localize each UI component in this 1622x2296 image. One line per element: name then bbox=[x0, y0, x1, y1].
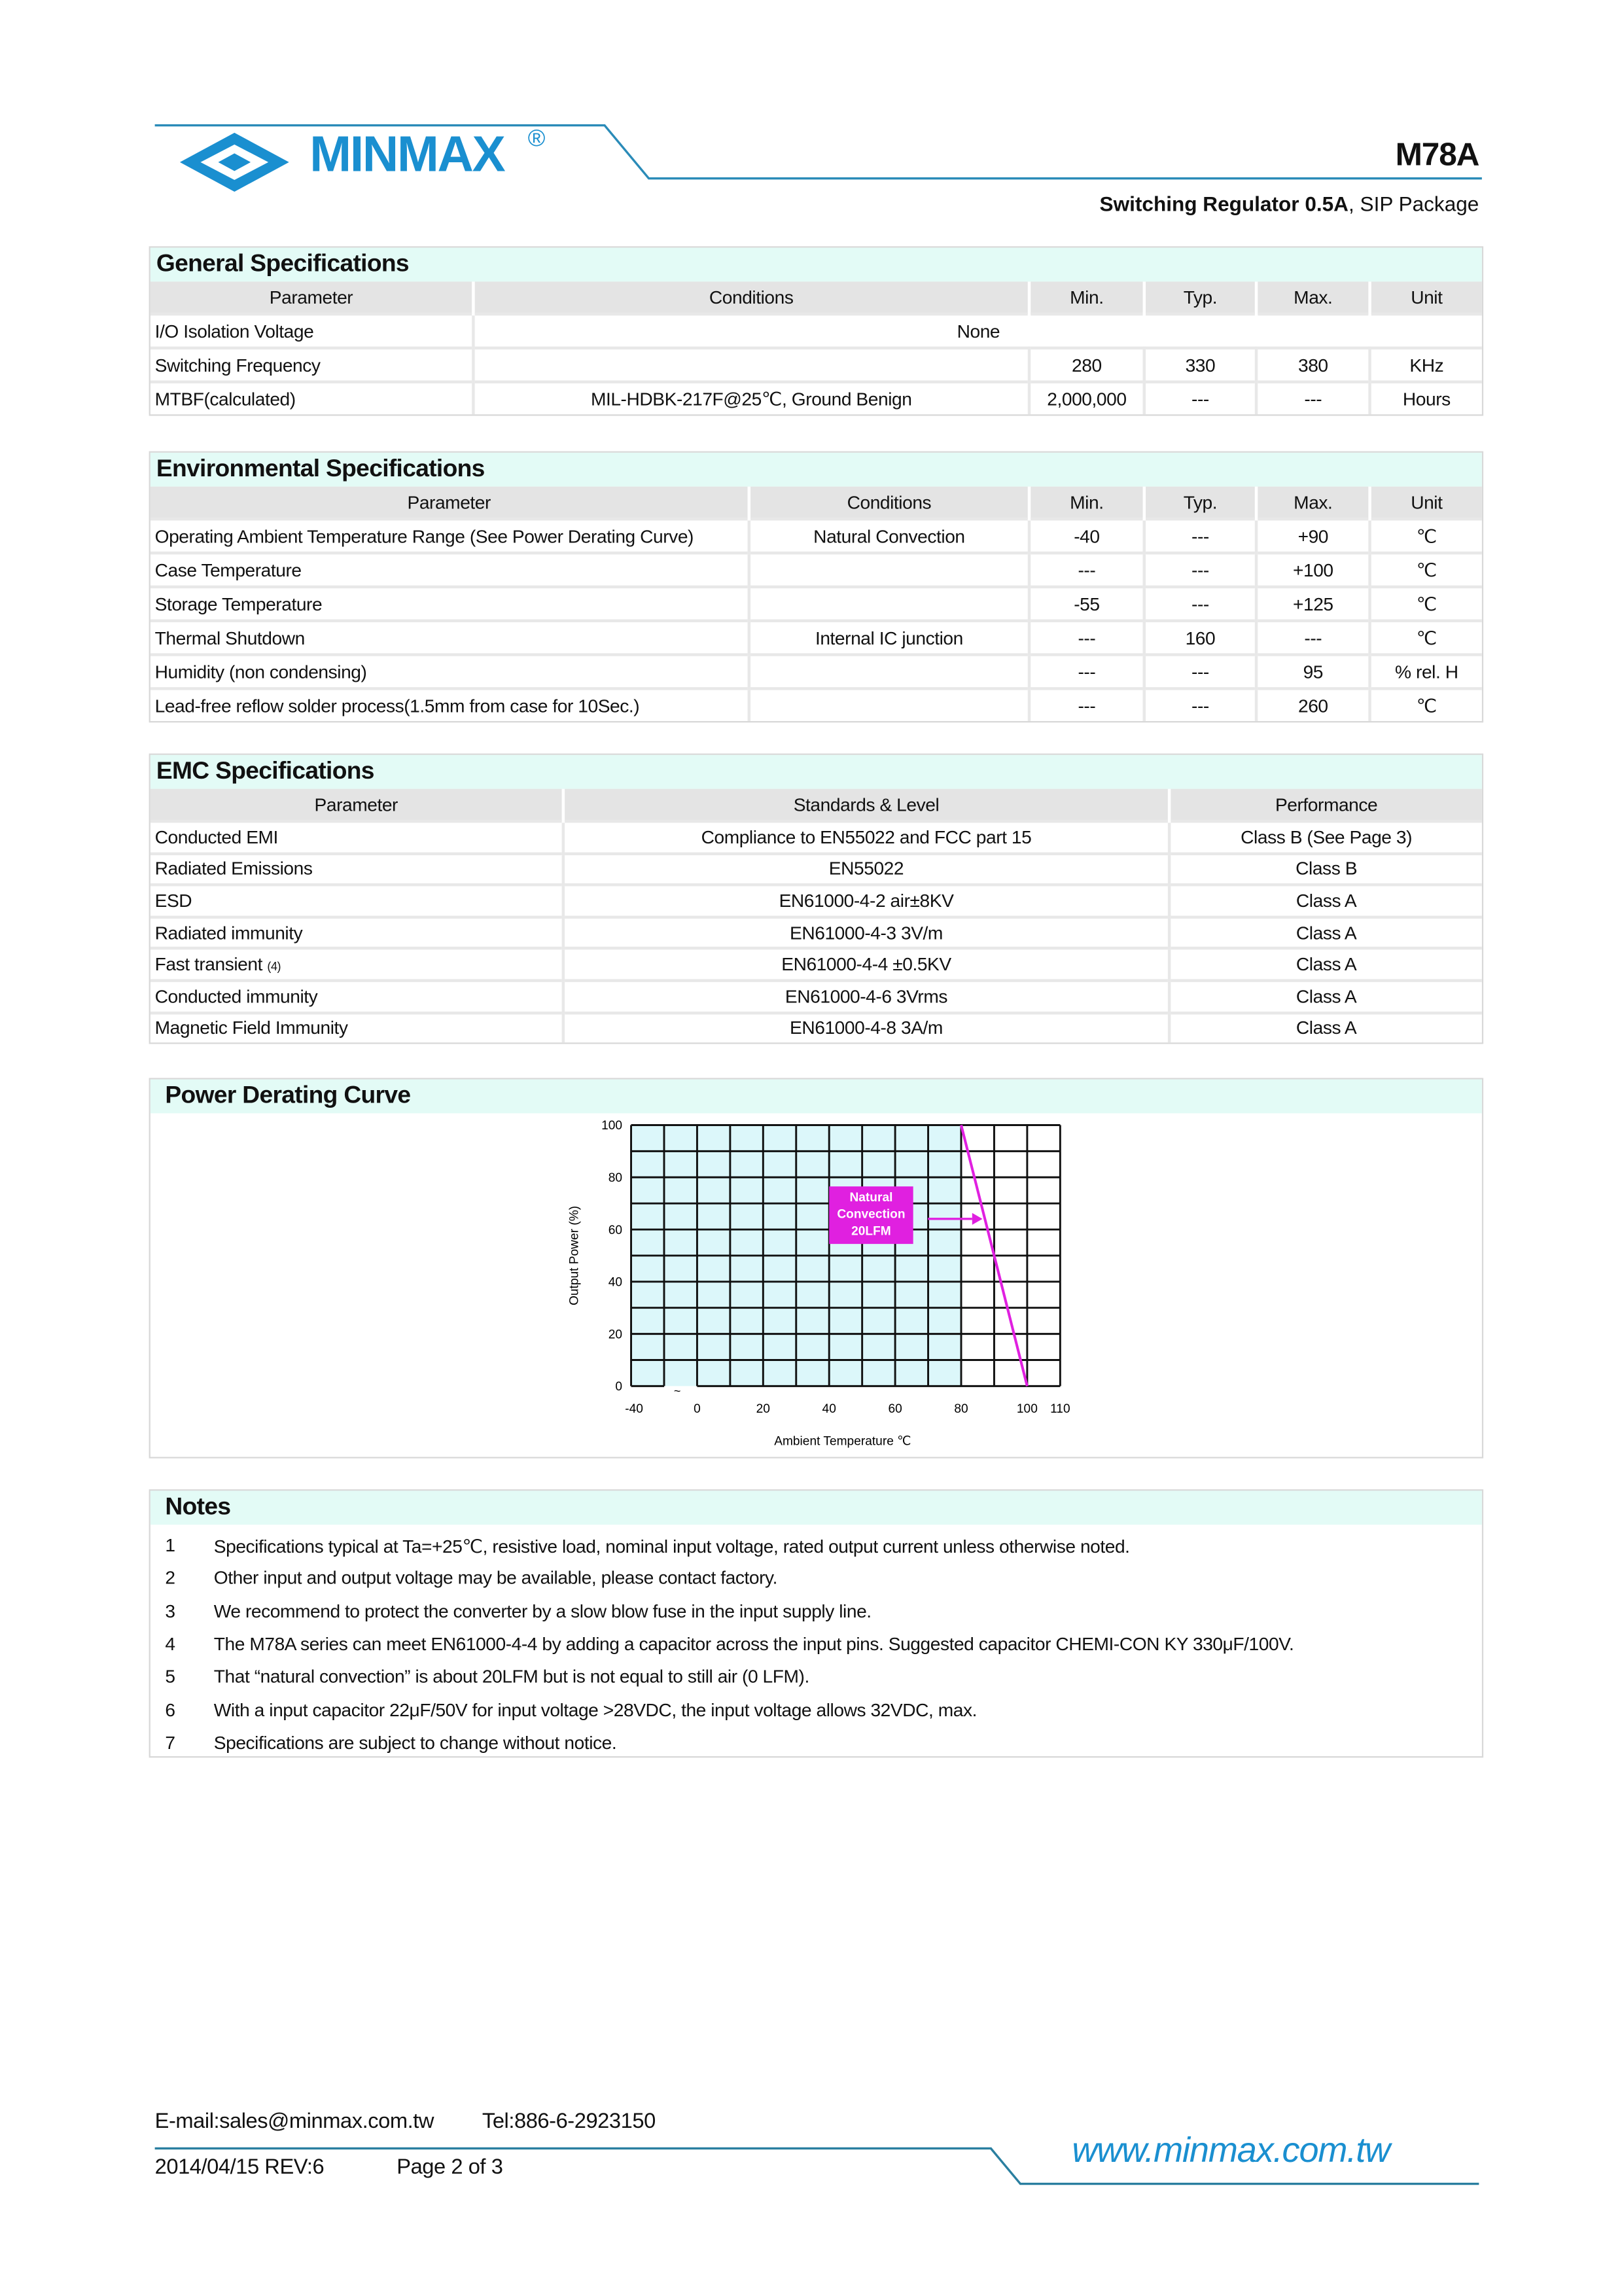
grid-cell bbox=[829, 1360, 862, 1386]
registered-mark: ® bbox=[527, 126, 546, 152]
cell: --- bbox=[1144, 587, 1256, 621]
grid-cell bbox=[1027, 1256, 1060, 1282]
grid-cell bbox=[994, 1177, 1027, 1203]
minmax-logo-icon bbox=[177, 130, 292, 194]
col-header: Min. bbox=[1029, 487, 1144, 520]
x-tick-label: 20 bbox=[756, 1402, 770, 1416]
cell: 380 bbox=[1256, 348, 1370, 382]
grid-cell bbox=[829, 1256, 862, 1282]
grid-cell bbox=[631, 1256, 664, 1282]
cell: Lead-free reflow solder process(1.5mm from case for 10Sec.) bbox=[150, 688, 749, 721]
grid-cell bbox=[895, 1125, 928, 1151]
grid-cell bbox=[796, 1177, 829, 1203]
x-tick-label: 100 bbox=[1016, 1402, 1038, 1416]
grid-cell bbox=[994, 1229, 1027, 1256]
col-header: Conditions bbox=[473, 281, 1029, 314]
grid-cell bbox=[829, 1282, 862, 1308]
grid-cell bbox=[829, 1125, 862, 1151]
annotation-text: Natural bbox=[849, 1190, 893, 1205]
note-number: 3 bbox=[165, 1600, 175, 1622]
note-text: The M78A series can meet EN61000-4-4 by adding a capacitor across the input pins. Suggested capacitor CHEMI-CON KY 330μF/100V. bbox=[213, 1634, 1294, 1655]
cell bbox=[749, 587, 1029, 621]
emc-specifications bbox=[149, 754, 1484, 1044]
cell: Operating Ambient Temperature Range (See Power Derating Curve) bbox=[150, 519, 749, 553]
grid-cell bbox=[730, 1151, 763, 1177]
cell: MTBF(calculated) bbox=[150, 382, 474, 415]
cell: --- bbox=[1029, 621, 1144, 655]
cell: EN61000-4-6 3Vrms bbox=[563, 981, 1169, 1013]
note-text: That “natural convection” is about 20LFM but is not equal to still air (0 LFM). bbox=[213, 1667, 809, 1687]
grid-cell bbox=[796, 1229, 829, 1256]
grid-cell bbox=[796, 1308, 829, 1334]
grid-cell bbox=[1027, 1308, 1060, 1334]
website-link[interactable]: www.minmax.com.tw bbox=[1072, 2130, 1390, 2171]
cell: --- bbox=[1144, 382, 1256, 415]
section-title: Power Derating Curve bbox=[150, 1080, 1482, 1114]
grid-cell bbox=[697, 1203, 730, 1229]
cell: --- bbox=[1029, 655, 1144, 689]
note-text: With a input capacitor 22μF/50V for input voltage >28VDC, the input voltage allows 32VDC, max. bbox=[213, 1699, 978, 1721]
grid-cell bbox=[994, 1334, 1027, 1360]
cell: --- bbox=[1144, 553, 1256, 587]
grid-cell bbox=[862, 1256, 895, 1282]
table-row bbox=[150, 655, 1482, 689]
grid-cell bbox=[1027, 1360, 1060, 1386]
cell: --- bbox=[1144, 519, 1256, 553]
cell: --- bbox=[1256, 621, 1370, 655]
grid-cell bbox=[763, 1334, 796, 1360]
y-tick-label: 0 bbox=[615, 1380, 623, 1394]
col-header: Parameter bbox=[150, 487, 749, 520]
table-row bbox=[150, 821, 1482, 853]
grid-cell bbox=[763, 1151, 796, 1177]
grid-cell bbox=[928, 1229, 961, 1256]
cell: EN55022 bbox=[563, 853, 1169, 885]
grid-cell bbox=[730, 1308, 763, 1334]
y-tick-label: 20 bbox=[608, 1328, 623, 1342]
grid-cell bbox=[895, 1308, 928, 1334]
grid-cell bbox=[862, 1308, 895, 1334]
grid-cell bbox=[796, 1125, 829, 1151]
grid-cell bbox=[730, 1203, 763, 1229]
cell: Conducted EMI bbox=[150, 821, 563, 853]
grid-cell bbox=[664, 1334, 697, 1360]
grid-cell bbox=[664, 1229, 697, 1256]
grid-cell bbox=[862, 1282, 895, 1308]
grid-cell bbox=[796, 1282, 829, 1308]
power-derating-section bbox=[149, 1078, 1484, 1458]
grid-cell bbox=[664, 1308, 697, 1334]
col-header: Unit bbox=[1370, 281, 1482, 314]
grid-cell bbox=[1027, 1151, 1060, 1177]
cell: Class A bbox=[1169, 981, 1482, 1013]
annotation-text: 20LFM bbox=[851, 1224, 891, 1239]
cell: Natural Convection bbox=[749, 519, 1029, 553]
note-item bbox=[150, 1595, 1482, 1627]
cell: Humidity (non condensing) bbox=[150, 655, 749, 689]
notes-list bbox=[150, 1529, 1482, 1759]
section-title: Environmental Specifications bbox=[150, 453, 1482, 487]
grid-cell bbox=[763, 1282, 796, 1308]
note-text: Other input and output voltage may be available, please contact factory. bbox=[213, 1568, 777, 1589]
cell: Fast transient (4) bbox=[150, 949, 563, 981]
grid-cell bbox=[796, 1360, 829, 1386]
cell: Compliance to EN55022 and FCC part 15 bbox=[563, 821, 1169, 853]
y-tick-label: 100 bbox=[601, 1119, 623, 1133]
grid-cell bbox=[631, 1334, 664, 1360]
grid-cell bbox=[697, 1177, 730, 1203]
note-text: Specifications are subject to change without notice. bbox=[213, 1732, 617, 1754]
y-tick-label: 60 bbox=[608, 1223, 623, 1237]
cell: Class A bbox=[1169, 1012, 1482, 1042]
grid-cell bbox=[928, 1125, 961, 1151]
grid-cell bbox=[994, 1151, 1027, 1177]
note-item bbox=[150, 1661, 1482, 1693]
grid-cell bbox=[631, 1151, 664, 1177]
grid-cell bbox=[796, 1256, 829, 1282]
cell: EN61000-4-2 air±8KV bbox=[563, 885, 1169, 917]
x-tick-label: 60 bbox=[888, 1402, 902, 1416]
grid-cell bbox=[631, 1282, 664, 1308]
grid-cell bbox=[697, 1151, 730, 1177]
general-specifications bbox=[149, 246, 1484, 415]
grid-cell bbox=[961, 1334, 994, 1360]
grid-cell bbox=[928, 1360, 961, 1386]
grid-cell bbox=[928, 1334, 961, 1360]
note-number: 2 bbox=[165, 1568, 175, 1589]
note-item bbox=[150, 1628, 1482, 1661]
cell: Magnetic Field Immunity bbox=[150, 1012, 563, 1042]
note-text: We recommend to protect the converter by a slow blow fuse in the input supply line. bbox=[213, 1600, 872, 1622]
notes-section bbox=[149, 1489, 1484, 1757]
grid-cell bbox=[631, 1308, 664, 1334]
x-tick-label: -40 bbox=[625, 1402, 643, 1416]
grid-cell bbox=[961, 1256, 994, 1282]
grid-cell bbox=[730, 1229, 763, 1256]
cell: +125 bbox=[1256, 587, 1370, 621]
emc-table bbox=[150, 789, 1482, 1043]
grid-cell bbox=[796, 1334, 829, 1360]
grid-cell bbox=[730, 1177, 763, 1203]
cell: 330 bbox=[1144, 348, 1256, 382]
grid-cell bbox=[730, 1125, 763, 1151]
grid-cell bbox=[928, 1256, 961, 1282]
grid-cell bbox=[796, 1151, 829, 1177]
cell: None bbox=[473, 314, 1481, 348]
grid-cell bbox=[697, 1229, 730, 1256]
col-header: Typ. bbox=[1144, 281, 1256, 314]
note-number: 7 bbox=[165, 1732, 175, 1754]
note-number: 6 bbox=[165, 1699, 175, 1721]
cell: --- bbox=[1144, 688, 1256, 721]
grid-cell bbox=[1027, 1203, 1060, 1229]
annotation-text: Convection bbox=[837, 1207, 906, 1222]
product-subtitle bbox=[1100, 192, 1479, 215]
grid-cell bbox=[763, 1229, 796, 1256]
cell: ℃ bbox=[1370, 519, 1482, 553]
cell: --- bbox=[1029, 688, 1144, 721]
grid-cell bbox=[664, 1256, 697, 1282]
grid-cell bbox=[763, 1177, 796, 1203]
environmental-specifications bbox=[149, 451, 1484, 723]
cell: KHz bbox=[1370, 348, 1482, 382]
col-header: Typ. bbox=[1144, 487, 1256, 520]
grid-cell bbox=[928, 1177, 961, 1203]
grid-cell bbox=[763, 1203, 796, 1229]
col-header: Max. bbox=[1256, 281, 1370, 314]
grid-cell bbox=[961, 1151, 994, 1177]
grid-cell bbox=[862, 1360, 895, 1386]
cell: --- bbox=[1144, 655, 1256, 689]
grid-cell bbox=[895, 1256, 928, 1282]
note-text: Specifications typical at Ta=+25℃, resistive load, nominal input voltage, rated output current unless otherwise noted. bbox=[213, 1536, 1130, 1557]
x-axis-label: Ambient Temperature ℃ bbox=[774, 1434, 911, 1449]
grid-cell bbox=[829, 1151, 862, 1177]
note-item bbox=[150, 1693, 1482, 1726]
table-row bbox=[150, 348, 1482, 382]
cell: % rel. H bbox=[1370, 655, 1482, 689]
cell: 280 bbox=[1029, 348, 1144, 382]
note-number: 1 bbox=[165, 1535, 175, 1556]
x-tick-label: 40 bbox=[822, 1402, 836, 1416]
grid-cell bbox=[961, 1282, 994, 1308]
cell: ℃ bbox=[1370, 553, 1482, 587]
grid-cell bbox=[994, 1282, 1027, 1308]
grid-cell bbox=[664, 1125, 697, 1151]
grid-cell bbox=[895, 1360, 928, 1386]
cell: Radiated immunity bbox=[150, 917, 563, 949]
cell: EN61000-4-3 3V/m bbox=[563, 917, 1169, 949]
cell: Switching Frequency bbox=[150, 348, 474, 382]
grid-cell bbox=[763, 1256, 796, 1282]
footer-date-rev: 2014/04/15 REV:6 bbox=[154, 2155, 325, 2180]
cell: +100 bbox=[1256, 553, 1370, 587]
power-derating-chart bbox=[150, 1080, 1485, 1460]
grid-cell bbox=[697, 1334, 730, 1360]
note-number: 4 bbox=[165, 1634, 175, 1655]
grid-cell bbox=[697, 1308, 730, 1334]
grid-cell bbox=[763, 1308, 796, 1334]
grid-cell bbox=[829, 1334, 862, 1360]
cell: --- bbox=[1029, 553, 1144, 587]
grid-cell bbox=[664, 1151, 697, 1177]
table-row bbox=[150, 553, 1482, 587]
col-header: Min. bbox=[1029, 281, 1144, 314]
cell: 95 bbox=[1256, 655, 1370, 689]
grid-cell bbox=[862, 1334, 895, 1360]
cell: ESD bbox=[150, 885, 563, 917]
grid-cell bbox=[928, 1282, 961, 1308]
grid-cell bbox=[697, 1282, 730, 1308]
cell bbox=[473, 348, 1029, 382]
cell: Class B bbox=[1169, 853, 1482, 885]
table-row bbox=[150, 1012, 1482, 1042]
cell: Case Temperature bbox=[150, 553, 749, 587]
table-row bbox=[150, 587, 1482, 621]
cell: 2,000,000 bbox=[1029, 382, 1144, 415]
grid-cell bbox=[895, 1282, 928, 1308]
table-row bbox=[150, 853, 1482, 885]
grid-cell bbox=[664, 1203, 697, 1229]
table-row bbox=[150, 621, 1482, 655]
footer-tel: Tel:886-6-2923150 bbox=[482, 2110, 656, 2134]
table-row bbox=[150, 917, 1482, 949]
note-item bbox=[150, 1726, 1482, 1759]
grid-cell bbox=[631, 1203, 664, 1229]
brand-logo-text: MINMAX bbox=[309, 126, 504, 183]
cell bbox=[749, 553, 1029, 587]
grid-cell bbox=[961, 1360, 994, 1386]
cell: 260 bbox=[1256, 688, 1370, 721]
grid-cell bbox=[928, 1203, 961, 1229]
cell: Hours bbox=[1370, 382, 1482, 415]
grid-cell bbox=[961, 1308, 994, 1334]
col-header: Parameter bbox=[150, 281, 474, 314]
section-title: General Specifications bbox=[150, 248, 1482, 282]
grid-cell bbox=[697, 1360, 730, 1386]
cell: Class A bbox=[1169, 917, 1482, 949]
col-header: Standards & Level bbox=[563, 789, 1169, 822]
grid-cell bbox=[829, 1308, 862, 1334]
grid-cell bbox=[730, 1360, 763, 1386]
grid-cell bbox=[697, 1125, 730, 1151]
footer-email: E-mail:sales@minmax.com.tw bbox=[154, 2110, 434, 2134]
cell: Class B (See Page 3) bbox=[1169, 821, 1482, 853]
grid-cell bbox=[1027, 1229, 1060, 1256]
note-item bbox=[150, 1529, 1482, 1562]
grid-cell bbox=[664, 1282, 697, 1308]
general-table bbox=[150, 281, 1482, 414]
grid-cell bbox=[1027, 1282, 1060, 1308]
col-header: Conditions bbox=[749, 487, 1029, 520]
x-tick-label: 80 bbox=[954, 1402, 968, 1416]
grid-cell bbox=[1027, 1177, 1060, 1203]
y-tick-label: 80 bbox=[608, 1171, 623, 1186]
grid-cell bbox=[928, 1308, 961, 1334]
grid-cell bbox=[631, 1229, 664, 1256]
model-number: M78A bbox=[1395, 135, 1479, 173]
cell: -40 bbox=[1029, 519, 1144, 553]
section-title: Notes bbox=[150, 1491, 1482, 1525]
grid-cell bbox=[763, 1125, 796, 1151]
table-row bbox=[150, 981, 1482, 1013]
grid-cell bbox=[664, 1360, 697, 1386]
col-header: Max. bbox=[1256, 487, 1370, 520]
footer-page: Page 2 of 3 bbox=[397, 2155, 503, 2180]
footnote-ref: (4) bbox=[267, 960, 281, 974]
grid-cell bbox=[928, 1151, 961, 1177]
cell: ℃ bbox=[1370, 688, 1482, 721]
table-row bbox=[150, 519, 1482, 553]
col-header: Unit bbox=[1370, 487, 1482, 520]
grid-cell bbox=[895, 1151, 928, 1177]
col-header: Parameter bbox=[150, 789, 563, 822]
grid-cell bbox=[994, 1125, 1027, 1151]
table-row bbox=[150, 688, 1482, 721]
cell: --- bbox=[1256, 382, 1370, 415]
cell: Storage Temperature bbox=[150, 587, 749, 621]
cell: I/O Isolation Voltage bbox=[150, 314, 474, 348]
cell: Radiated Emissions bbox=[150, 853, 563, 885]
grid-cell bbox=[796, 1203, 829, 1229]
axis-break-mark: ~ bbox=[673, 1384, 681, 1398]
grid-cell bbox=[730, 1334, 763, 1360]
cell: 160 bbox=[1144, 621, 1256, 655]
table-row bbox=[150, 949, 1482, 981]
cell: ℃ bbox=[1370, 621, 1482, 655]
grid-cell bbox=[631, 1177, 664, 1203]
cell: Thermal Shutdown bbox=[150, 621, 749, 655]
cell: Internal IC junction bbox=[749, 621, 1029, 655]
grid-cell bbox=[730, 1282, 763, 1308]
table-row bbox=[150, 885, 1482, 917]
grid-cell bbox=[994, 1203, 1027, 1229]
cell: Conducted immunity bbox=[150, 981, 563, 1013]
x-tick-label: 0 bbox=[694, 1402, 701, 1416]
note-number: 5 bbox=[165, 1667, 175, 1687]
cell: +90 bbox=[1256, 519, 1370, 553]
grid-cell bbox=[631, 1125, 664, 1151]
cell bbox=[749, 688, 1029, 721]
col-header: Performance bbox=[1169, 789, 1482, 822]
grid-cell bbox=[1027, 1334, 1060, 1360]
grid-cell bbox=[895, 1334, 928, 1360]
grid-cell bbox=[763, 1360, 796, 1386]
cell bbox=[749, 655, 1029, 689]
table-row bbox=[150, 314, 1482, 348]
section-title: EMC Specifications bbox=[150, 755, 1482, 789]
grid-cell bbox=[664, 1177, 697, 1203]
x-tick-label: 110 bbox=[1050, 1402, 1070, 1416]
cell: EN61000-4-8 3A/m bbox=[563, 1012, 1169, 1042]
grid-cell bbox=[1027, 1125, 1060, 1151]
table-row bbox=[150, 382, 1482, 415]
subtitle-rest: , SIP Package bbox=[1348, 191, 1479, 216]
grid-cell bbox=[862, 1151, 895, 1177]
y-axis-label: Output Power (%) bbox=[567, 1205, 582, 1306]
cell: Class A bbox=[1169, 885, 1482, 917]
note-item bbox=[150, 1562, 1482, 1595]
cell: Class A bbox=[1169, 949, 1482, 981]
grid-cell bbox=[862, 1125, 895, 1151]
cell: MIL-HDBK-217F@25℃, Ground Benign bbox=[473, 382, 1029, 415]
y-tick-label: 40 bbox=[608, 1275, 623, 1290]
cell: ℃ bbox=[1370, 587, 1482, 621]
subtitle-bold: Switching Regulator 0.5A bbox=[1099, 191, 1349, 216]
grid-cell bbox=[697, 1256, 730, 1282]
environmental-table bbox=[150, 487, 1482, 721]
cell: EN61000-4-4 ±0.5KV bbox=[563, 949, 1169, 981]
grid-cell bbox=[730, 1256, 763, 1282]
cell: -55 bbox=[1029, 587, 1144, 621]
grid-cell bbox=[631, 1360, 664, 1386]
